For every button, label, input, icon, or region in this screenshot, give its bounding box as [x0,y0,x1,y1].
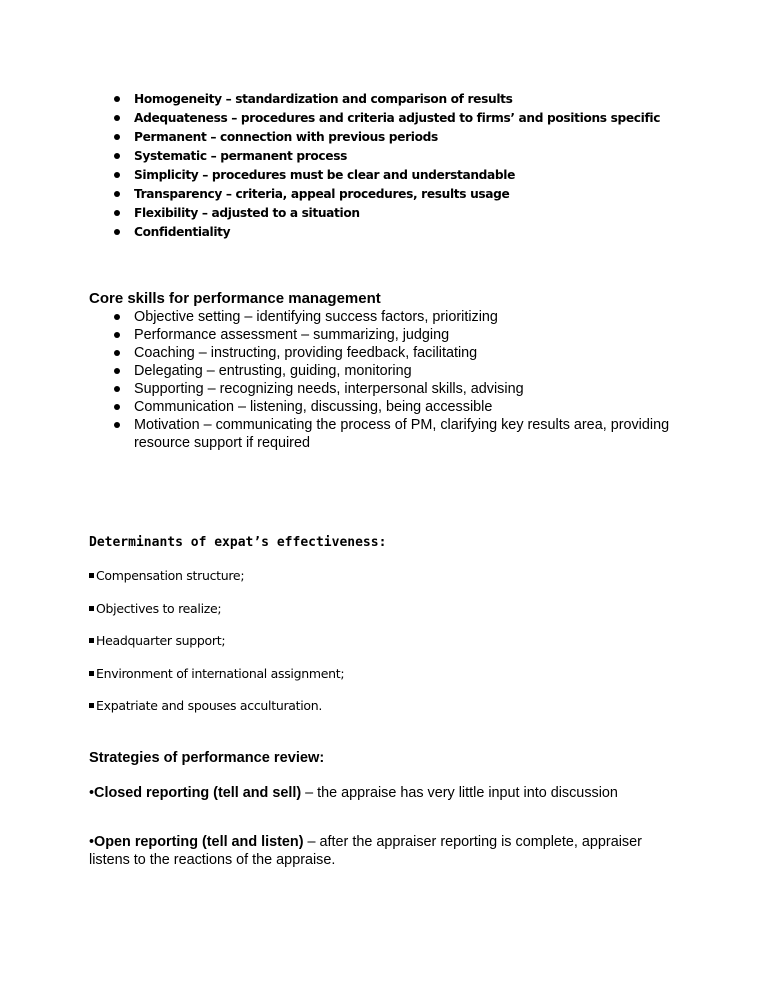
list-item: Supporting – recognizing needs, interpersonal skills, advising [112,380,672,398]
square-bullet-icon [89,638,94,643]
open-reporting-paragraph: •Open reporting (tell and listen) – after the appraiser reporting is complete, appraiser listens to the reactions of the appraise. [89,834,642,868]
list-item: Objective setting – identifying success factors, prioritizing [112,308,672,326]
list-item: Delegating – entrusting, guiding, monitoring [112,362,672,380]
closed-reporting-paragraph: •Closed reporting (tell and sell) – the appraise has very little input into discussion [89,785,618,801]
determinant-item: Expatriate and spouses acculturation. [89,697,322,715]
determinant-item: Compensation structure; [89,567,244,585]
square-bullet-icon [89,606,94,611]
list-item: Performance assessment – summarizing, judging [112,326,672,344]
determinant-item: Objectives to realize; [89,600,221,618]
open-reporting-term: Open reporting (tell and listen) [94,834,304,850]
strategies-heading: Strategies of performance review: [89,750,325,766]
closed-reporting-term: Closed reporting (tell and sell) [94,785,302,801]
list-item: Coaching – instructing, providing feedback, facilitating [112,344,672,362]
principles-list [112,90,660,242]
list-item: Transparency – criteria, appeal procedures, results usage [112,185,660,204]
square-bullet-icon [89,671,94,676]
determinant-item: Headquarter support; [89,632,225,650]
determinants-heading: Determinants of expat’s effectiveness: [89,535,387,550]
core-skills-heading: Core skills for performance management [89,290,381,307]
list-item: Simplicity – procedures must be clear and understandable [112,166,660,185]
core-skills-list [112,308,672,452]
list-item: Communication – listening, discussing, being accessible [112,398,672,416]
list-item: Homogeneity – standardization and comparison of results [112,90,660,109]
determinant-item: Environment of international assignment; [89,665,344,683]
list-item: Flexibility – adjusted to a situation [112,204,660,223]
square-bullet-icon [89,703,94,708]
list-item: Permanent – connection with previous periods [112,128,660,147]
list-item: Systematic – permanent process [112,147,660,166]
list-item: Motivation – communicating the process of PM, clarifying key results area, providing resource support if required [112,416,672,452]
list-item: Adequateness – procedures and criteria adjusted to firms’ and positions specific [112,109,660,128]
square-bullet-icon [89,573,94,578]
list-item: Confidentiality [112,223,660,242]
